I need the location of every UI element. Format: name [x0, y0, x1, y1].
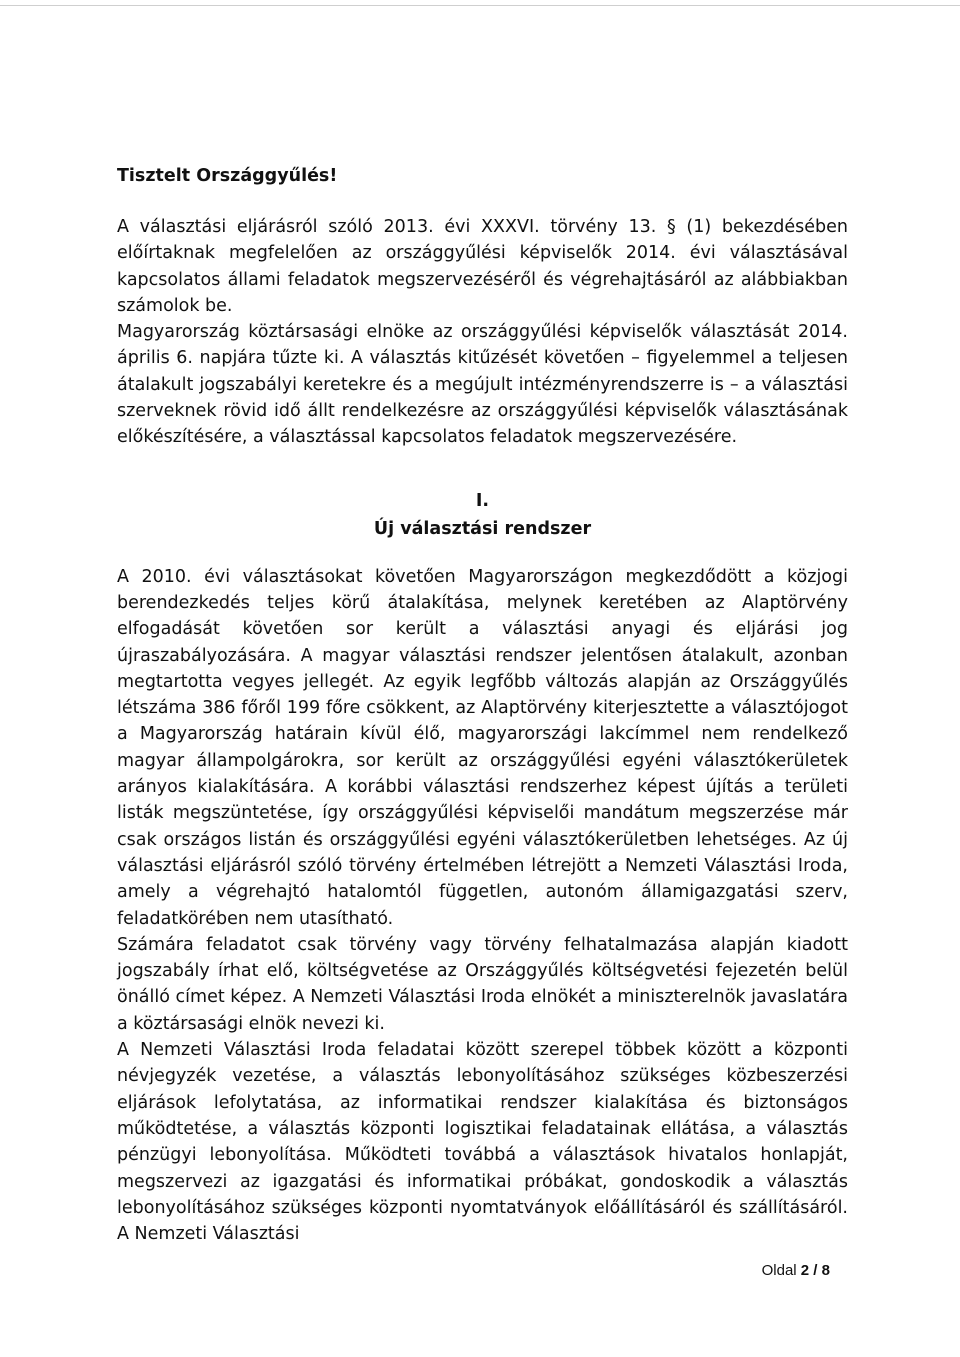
page-separator: / — [809, 1262, 822, 1279]
section-paragraph-3: A Nemzeti Választási Iroda feladatai között szerepel többek között a központi névjegyzék vezetése, a választás lebonyolításához szükséges közbeszerzési eljárások lefolytatása, az informatikai rendszer kialakítása és biztonságos működtetése, a választás központi logisztikai feladatainak ellátása, a választás pénzügyi lebonyolítása. Működteti továbbá a választások hivatalos honlapját, megszervezi az igazgatási és informatikai próbákat, gondoskodik a választás lebonyolításához szükséges központi nyomtatványok előállításáról és szállításáról. A Nemzeti Választási — [117, 1040, 848, 1245]
section-title: Új választási rendszer — [373, 518, 592, 539]
section-number: I. — [475, 490, 490, 511]
page-number-footer — [762, 1262, 830, 1279]
greeting-heading: Tisztelt Országgyűlés! — [117, 166, 338, 186]
document-page — [117, 162, 848, 1247]
total-pages: 8 — [821, 1262, 830, 1279]
current-page: 2 — [800, 1262, 810, 1279]
page-label: Oldal — [761, 1262, 801, 1279]
intro-paragraph-1: A választási eljárásról szóló 2013. évi XXXVI. törvény 13. § (1) bekezdésében előírtaknak megfelelően az országgyűlési képviselők 2014. évi választásával kapcsolatos állami feladatok megszervezéséről és végrehajtásáról az alábbiakban számolok be. — [117, 217, 848, 316]
scan-edge-line — [0, 5, 960, 6]
section-paragraph-1: A 2010. évi választásokat követően Magyarországon megkezdődött a közjogi berendezkedés teljes körű átalakítása, melynek keretében az Alaptörvény elfogadását követően sor került a választási anyagi és eljárási jog újraszabályozására. A magyar választási rendszer jelentősen átalakult, azonban megtartotta vegyes jellegét. Az egyik legfőbb változás alapján az Országgyűlés létszáma 386 főről 199 főre csökkent, az Alaptörvény kiterjesztette a választójogot a Magyarország határain kívül élő, magyarországi lakcímmel nem rendelkező magyar állampolgárokra, sor került az országgyűlési egyéni választókerületek arányos kialakítására. A korábbi választási rendszerhez képest újítás a területi listák megszüntetése, így országgyűlési képviselői mandátum megszerzése már csak országos listán és országgyűlési egyéni választókerületben lehetséges. Az új választási eljárásról szóló törvény értelmében létrejött a Nemzeti Választási Iroda, amely a végrehajtó hatalomtól független, autonóm államigazgatási szerv, feladatkörében nem utasítható. — [117, 566, 848, 929]
section-heading — [117, 487, 848, 543]
section-paragraph-2: Számára feladatot csak törvény vagy törvény felhatalmazása alapján kiadott jogszabály írhat elő, költségvetése az Országgyűlés költségvetési fejezetén belül önálló címet képez. A Nemzeti Választási Iroda elnökét a miniszterelnök javaslatára a köztársasági elnök nevezi ki. — [117, 934, 848, 1034]
intro-paragraph-2: Magyarország köztársasági elnöke az országgyűlési képviselők választását 2014. április 6. napjára tűzte ki. A választás kitűzését követően – figyelemmel a teljesen átalakult jogszabályi keretekre és a megújult intézményrendszerre is – a választási szerveknek rövid idő állt rendelkezésre az országgyűlési képviselők választásának előkészítésére, a választással kapcsolatos feladatok megszervezésére. — [117, 322, 848, 448]
